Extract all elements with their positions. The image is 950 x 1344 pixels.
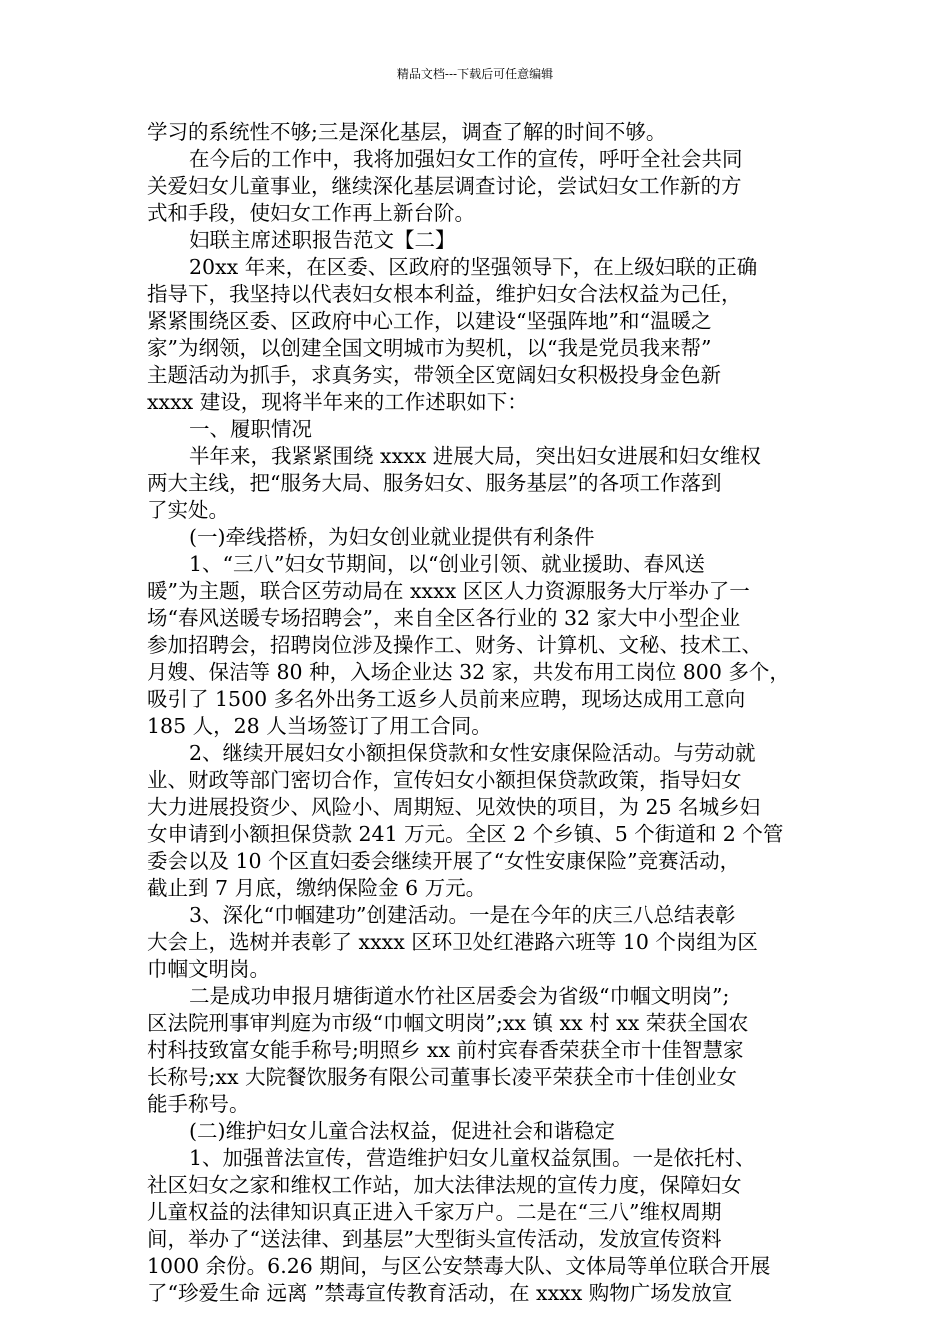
text-line: 2、继续开展妇女小额担保贷款和女性安康保险活动。与劳动就 [189, 741, 756, 765]
text-line: 能手称号。 [147, 1092, 250, 1116]
paragraph [147, 902, 807, 983]
text-line: 女申请到小额担保贷款 241 万元。全区 2 个乡镇、5 个街道和 2 个管 [147, 822, 784, 846]
text-line: 1、加强普法宣传，营造维护妇女儿童权益氛围。一是依托村、 [189, 1146, 756, 1170]
text-line: 两大主线，把“服务大局、服务妇女、服务基层”的各项工作落到 [147, 471, 722, 495]
text-line: 关爱妇女儿童事业，继续深化基层调查讨论，尝试妇女工作新的方 [147, 174, 742, 198]
text-line: 村科技致富女能手称号;明照乡 xx 前村宾春香荣获全市十佳智慧家 [147, 1038, 744, 1062]
text-line: 大力进展投资少、风险小、周期短、见效快的项目，为 25 名城乡妇 [147, 795, 761, 819]
text-line: 了实处。 [147, 498, 229, 522]
page-header: 精品文档---下载后可任意编辑 [396, 67, 554, 81]
paragraph [147, 146, 807, 227]
text-line: 1、“三八”妇女节期间，以“创业引领、就业援助、春风送 [189, 552, 705, 576]
text-line: 在今后的工作中，我将加强妇女工作的宣传，呼吁全社会共同 [189, 147, 743, 171]
paragraph [147, 227, 807, 254]
paragraph [147, 443, 807, 524]
text-line: 间，举办了“送法律、到基层”大型街头宣传活动，发放宣传资料 [147, 1227, 722, 1251]
text-line: 主题活动为抓手，求真务实，带领全区宽阔妇女积极投身金色新 [147, 363, 721, 387]
paragraph [147, 1145, 807, 1307]
text-line: 场“春风送暖专场招聘会”，来自全区各行业的 32 家大中小型企业 [147, 606, 741, 630]
text-line: 长称号;xx 大院餐饮服务有限公司董事长凌平荣获全市十佳创业女 [147, 1065, 738, 1089]
text-line: 大会上，选树并表彰了 xxxx 区环卫处红港路六班等 10 个岗组为区 [147, 930, 758, 954]
text-line: 1000 余份。6.26 期间，与区公安禁毒大队、文体局等单位联合开展 [147, 1254, 771, 1278]
text-line: 185 人，28 人当场签订了用工合同。 [147, 714, 492, 738]
text-line: 吸引了 1500 多名外出务工返乡人员前来应聘，现场达成用工意向 [147, 687, 746, 711]
text-line: (一)牵线搭桥，为妇女创业就业提供有利条件 [189, 525, 595, 549]
paragraph [147, 551, 807, 740]
text-line: 20xx 年来，在区委、区政府的坚强领导下，在上级妇联的正确 [189, 255, 758, 279]
paragraph [147, 254, 807, 416]
text-line: 3、深化“巾帼建功”创建活动。一是在今年的庆三八总结表彰 [189, 903, 736, 927]
text-line: 紧紧围绕区委、区政府中心工作，以建设“坚强阵地”和“温暖之 [147, 309, 712, 333]
text-line: 截止到 7 月底，缴纳保险金 6 万元。 [147, 876, 487, 900]
paragraph [147, 119, 807, 146]
text-line: 学习的系统性不够;三是深化基层，调查了解的时间不够。 [147, 120, 667, 144]
text-line: 半年来，我紧紧围绕 xxxx 进展大局，突出妇女进展和妇女维权 [189, 444, 761, 468]
text-line: 月嫂、保洁等 80 种，入场企业达 32 家，共发布用工岗位 800 多个， [147, 660, 790, 684]
text-line: 了“珍爱生命 远离 ”禁毒宣传教育活动，在 xxxx 购物广场发放宣 [147, 1281, 733, 1305]
text-line: (二)维护妇女儿童合法权益，促进社会和谐稳定 [189, 1119, 615, 1143]
text-line: 参加招聘会，招聘岗位涉及操作工、财务、计算机、文秘、技术工、 [147, 633, 762, 657]
text-line: 委会以及 10 个区直妇委会继续开展了“女性安康保险”竞赛活动， [147, 849, 741, 873]
text-line: 家”为纲领，以创建全国文明城市为契机，以“我是党员我来帮” [147, 336, 712, 360]
text-line: 社区妇女之家和维权工作站，加大法律法规的宣传力度，保障妇女 [147, 1173, 742, 1197]
text-line: 业、财政等部门密切合作，宣传妇女小额担保贷款政策，指导妇女 [147, 768, 742, 792]
text-line: 儿童权益的法律知识真正进入千家万户。二是在“三八”维权周期 [147, 1200, 722, 1224]
text-line: 式和手段，使妇女工作再上新台阶。 [147, 201, 475, 225]
paragraph [147, 1118, 807, 1145]
text-line: 一、履职情况 [189, 417, 312, 441]
text-line: 区法院刑事审判庭为市级“巾帼文明岗”;xx 镇 xx 村 xx 荣获全国农 [147, 1011, 749, 1035]
text-line: xxxx 建设，现将半年来的工作述职如下： [147, 390, 528, 414]
paragraph [147, 983, 807, 1118]
text-line: 巾帼文明岗。 [147, 957, 270, 981]
paragraph [147, 524, 807, 551]
text-line: 指导下，我坚持以代表妇女根本利益，维护妇女合法权益为己任， [147, 282, 742, 306]
paragraph [147, 740, 807, 902]
text-line: 二是成功申报月塘街道水竹社区居委会为省级“巾帼文明岗”; [189, 984, 730, 1008]
text-line: 暖”为主题，联合区劳动局在 xxxx 区区人力资源服务大厅举办了一 [147, 579, 750, 603]
paragraph [147, 416, 807, 443]
document-body [147, 119, 807, 1307]
text-line: 妇联主席述职报告范文【二】 [189, 228, 456, 252]
